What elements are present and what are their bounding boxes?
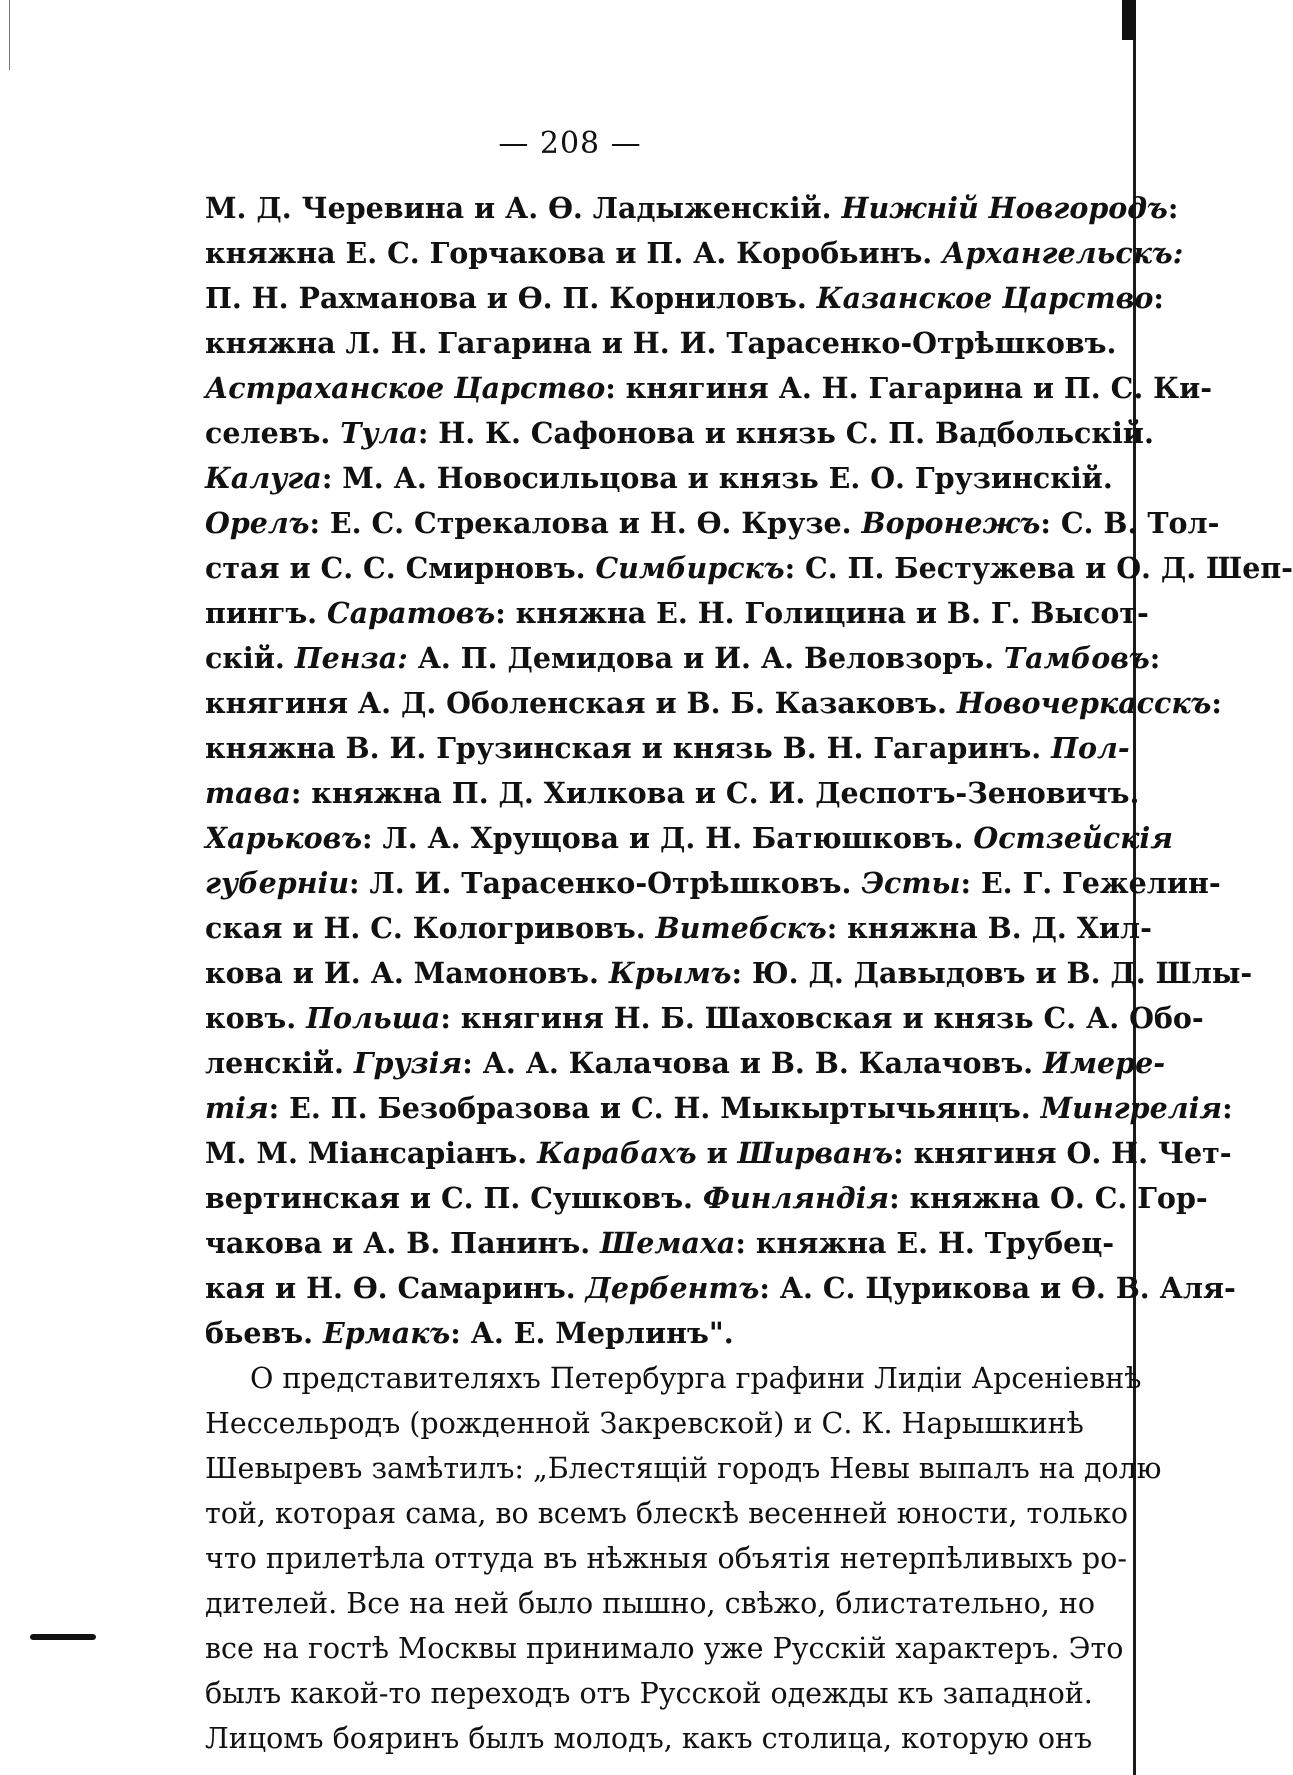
text-segment: княжна Е. С. Горчакова и П. А. Коробьинъ.	[205, 236, 943, 270]
text-segment: Шевыревъ замѣтилъ: „Блестящій городъ Невы выпалъ на долю	[205, 1452, 1162, 1485]
page-number: — 208 —	[498, 126, 642, 161]
place-name: Саратовъ	[327, 596, 496, 630]
place-name: губерніи	[205, 866, 350, 900]
text-line	[205, 1221, 1115, 1266]
text-line	[205, 681, 1222, 726]
text-line	[205, 1716, 1093, 1761]
place-name: Мингрелія	[1040, 1091, 1223, 1125]
text-line	[205, 1581, 1096, 1626]
place-name: Ширванъ	[737, 1136, 894, 1170]
place-name: Финляндія	[702, 1181, 890, 1215]
place-name: Остзейскія	[973, 821, 1173, 855]
text-segment: что прилетѣла оттуда въ нѣжныя объятія нетерпѣливыхъ ро-	[205, 1542, 1127, 1575]
text-segment: : княжна О. С. Гор-	[889, 1181, 1208, 1215]
place-name: Архангельскъ:	[942, 236, 1184, 270]
text-line	[205, 546, 1293, 591]
text-segment: М. М. Міансаріанъ.	[205, 1136, 538, 1170]
text-segment: :	[1167, 191, 1179, 225]
text-line	[205, 1131, 1232, 1176]
text-line	[205, 1536, 1127, 1581]
text-segment: : Н. К. Сафонова и князь С. П. Вадбольскій.	[417, 416, 1154, 450]
text-line	[205, 1671, 1093, 1716]
text-segment: : Л. А. Хрущова и Д. Н. Батюшковъ.	[362, 821, 974, 855]
text-segment: : М. А. Новосильцова и князь Е. О. Грузинскій.	[321, 461, 1113, 495]
place-name: Шемаха	[600, 1226, 736, 1260]
text-line	[205, 366, 1213, 411]
text-segment: дителей. Все на ней было пышно, свѣжо, блистательно, но	[205, 1587, 1096, 1620]
text-line	[205, 321, 1117, 366]
text-segment: :	[1153, 281, 1164, 315]
text-segment: бьевъ.	[205, 1316, 323, 1350]
text-segment: : княгиня О. Н. Чет-	[893, 1136, 1232, 1170]
place-name: Симбирскъ	[595, 551, 785, 585]
text-line	[205, 996, 1204, 1041]
text-segment: А. П. Демидова и И. А. Веловзоръ.	[407, 641, 1004, 675]
text-line	[205, 231, 1184, 276]
place-name: Харьковъ	[205, 821, 363, 855]
page-edge-left	[9, 0, 10, 70]
place-name: Нижній Новгородъ	[841, 191, 1168, 225]
text-segment: : княгиня А. Н. Гагарина и П. С. Ки-	[605, 371, 1213, 405]
text-segment: : С. В. Тол-	[1040, 506, 1220, 540]
text-segment: : княжна П. Д. Хилкова и С. И. Деспотъ-Зеновичъ.	[290, 776, 1140, 810]
text-line	[205, 1086, 1233, 1131]
text-segment: вертинская и С. П. Сушковъ.	[205, 1181, 703, 1215]
text-segment: : А. А. Калачова и В. В. Калачовъ.	[462, 1046, 1044, 1080]
text-line	[205, 1446, 1162, 1491]
ink-smudge	[30, 1634, 96, 1640]
place-name: Пол-	[1051, 731, 1130, 765]
text-segment: стая и С. С. Смирновъ.	[205, 551, 596, 585]
text-segment: ковъ.	[205, 1001, 307, 1035]
text-segment: кова и И. А. Мамоновъ.	[205, 956, 609, 990]
text-segment: селевъ.	[205, 416, 341, 450]
place-name: Ермакъ	[323, 1316, 451, 1350]
text-line	[205, 861, 1221, 906]
text-segment: и	[696, 1136, 738, 1170]
text-segment: княжна Л. Н. Гагарина и Н. И. Тарасенко-Отрѣшковъ.	[205, 326, 1117, 360]
place-name: Витебскъ	[655, 911, 827, 945]
place-name: тія	[205, 1091, 269, 1125]
place-name: Орелъ	[205, 506, 310, 540]
text-line	[205, 1266, 1236, 1311]
text-line	[205, 1041, 1166, 1086]
text-line	[205, 1176, 1208, 1221]
text-segment: : А. С. Цурикова и Ѳ. В. Аля-	[759, 1271, 1236, 1305]
text-segment: той, которая сама, во всемъ блескѣ весенней юности, только	[205, 1497, 1129, 1530]
place-name: Астраханское Царство	[205, 371, 606, 405]
text-segment: скій.	[205, 641, 295, 675]
text-segment: ская и Н. С. Кологривовъ.	[205, 911, 656, 945]
text-segment: П. Н. Рахманова и Ѳ. П. Корниловъ.	[205, 281, 817, 315]
text-segment: пингъ.	[205, 596, 328, 630]
text-line	[205, 726, 1130, 771]
text-segment: Нессельродъ (рожденной Закревской) и С. К. Нарышкинѣ	[205, 1407, 1084, 1440]
text-line	[205, 1401, 1084, 1446]
place-name: Тула	[340, 416, 418, 450]
text-segment: : Л. И. Тарасенко-Отрѣшковъ.	[349, 866, 862, 900]
place-name: Крымъ	[608, 956, 732, 990]
text-line	[205, 186, 1179, 231]
text-segment: О представителяхъ Петербурга графини Лидіи Арсеніевнѣ	[250, 1362, 1142, 1395]
text-segment: : А. Е. Мерлинъ".	[450, 1316, 734, 1350]
text-line	[205, 501, 1220, 546]
place-name: Имере-	[1043, 1046, 1166, 1080]
text-segment: все на гостѣ Москвы принимало уже Русскій характеръ. Это	[205, 1632, 1124, 1665]
place-name: Казанское Царство	[816, 281, 1154, 315]
place-name: Воронежъ	[861, 506, 1041, 540]
text-segment: чакова и А. В. Панинъ.	[205, 1226, 601, 1260]
text-line	[205, 1491, 1129, 1536]
place-name: Калуга	[205, 461, 322, 495]
text-segment: ленскій.	[205, 1046, 354, 1080]
text-segment: княгиня А. Д. Оболенская и В. Б. Казаковъ.	[205, 686, 957, 720]
text-segment: : Ю. Д. Давыдовъ и В. Д. Шлы-	[731, 956, 1253, 990]
text-segment: :	[1211, 686, 1222, 720]
text-line	[205, 456, 1113, 501]
text-line	[205, 951, 1253, 996]
text-line	[205, 591, 1149, 636]
text-segment: : С. П. Бестужева и О. Д. Шеп-	[784, 551, 1293, 585]
place-name: Новочеркасскъ	[956, 686, 1212, 720]
binding-mark	[1122, 0, 1136, 40]
text-line	[205, 816, 1173, 861]
place-name: тава	[205, 776, 291, 810]
text-line	[205, 411, 1154, 456]
text-segment: :	[1222, 1091, 1233, 1125]
text-segment: : княжна В. Д. Хил-	[826, 911, 1152, 945]
place-name: Польша	[306, 1001, 441, 1035]
text-segment: кая и Н. Ѳ. Самаринъ.	[205, 1271, 586, 1305]
text-segment: княжна В. И. Грузинская и князь В. Н. Гагаринъ.	[205, 731, 1052, 765]
text-line	[205, 1356, 1142, 1401]
place-name: Эсты	[861, 866, 961, 900]
text-line	[205, 636, 1161, 681]
text-line	[205, 276, 1164, 321]
text-line	[205, 1626, 1124, 1671]
text-line	[205, 771, 1140, 816]
text-segment: : княгиня Н. Б. Шаховская и князь С. А. Обо-	[440, 1001, 1204, 1035]
place-name: Дербентъ	[585, 1271, 760, 1305]
text-segment: : княжна Е. Н. Голицина и В. Г. Высот-	[495, 596, 1149, 630]
text-segment: : Е. С. Стрекалова и Н. Ѳ. Крузе.	[309, 506, 862, 540]
text-line	[205, 906, 1152, 951]
text-segment: :	[1149, 641, 1161, 675]
place-name: Грузія	[353, 1046, 463, 1080]
place-name: Пенза:	[294, 641, 408, 675]
text-segment: : княжна Е. Н. Трубец-	[735, 1226, 1115, 1260]
body-text	[205, 186, 1293, 1761]
place-name: Тамбовъ	[1003, 641, 1150, 675]
place-name: Карабахъ	[537, 1136, 697, 1170]
text-segment: : Е. П. Безобразова и С. Н. Мыкыртычьянцъ.	[268, 1091, 1041, 1125]
text-segment: : Е. Г. Гежелин-	[960, 866, 1221, 900]
text-segment: былъ какой-то переходъ отъ Русской одежды къ западной.	[205, 1677, 1093, 1710]
text-segment: Лицомъ бояринъ былъ молодъ, какъ столица, которую онъ	[205, 1722, 1093, 1755]
text-segment: М. Д. Черевина и А. Ѳ. Ладыженскій.	[205, 191, 842, 225]
text-line	[205, 1311, 1035, 1356]
